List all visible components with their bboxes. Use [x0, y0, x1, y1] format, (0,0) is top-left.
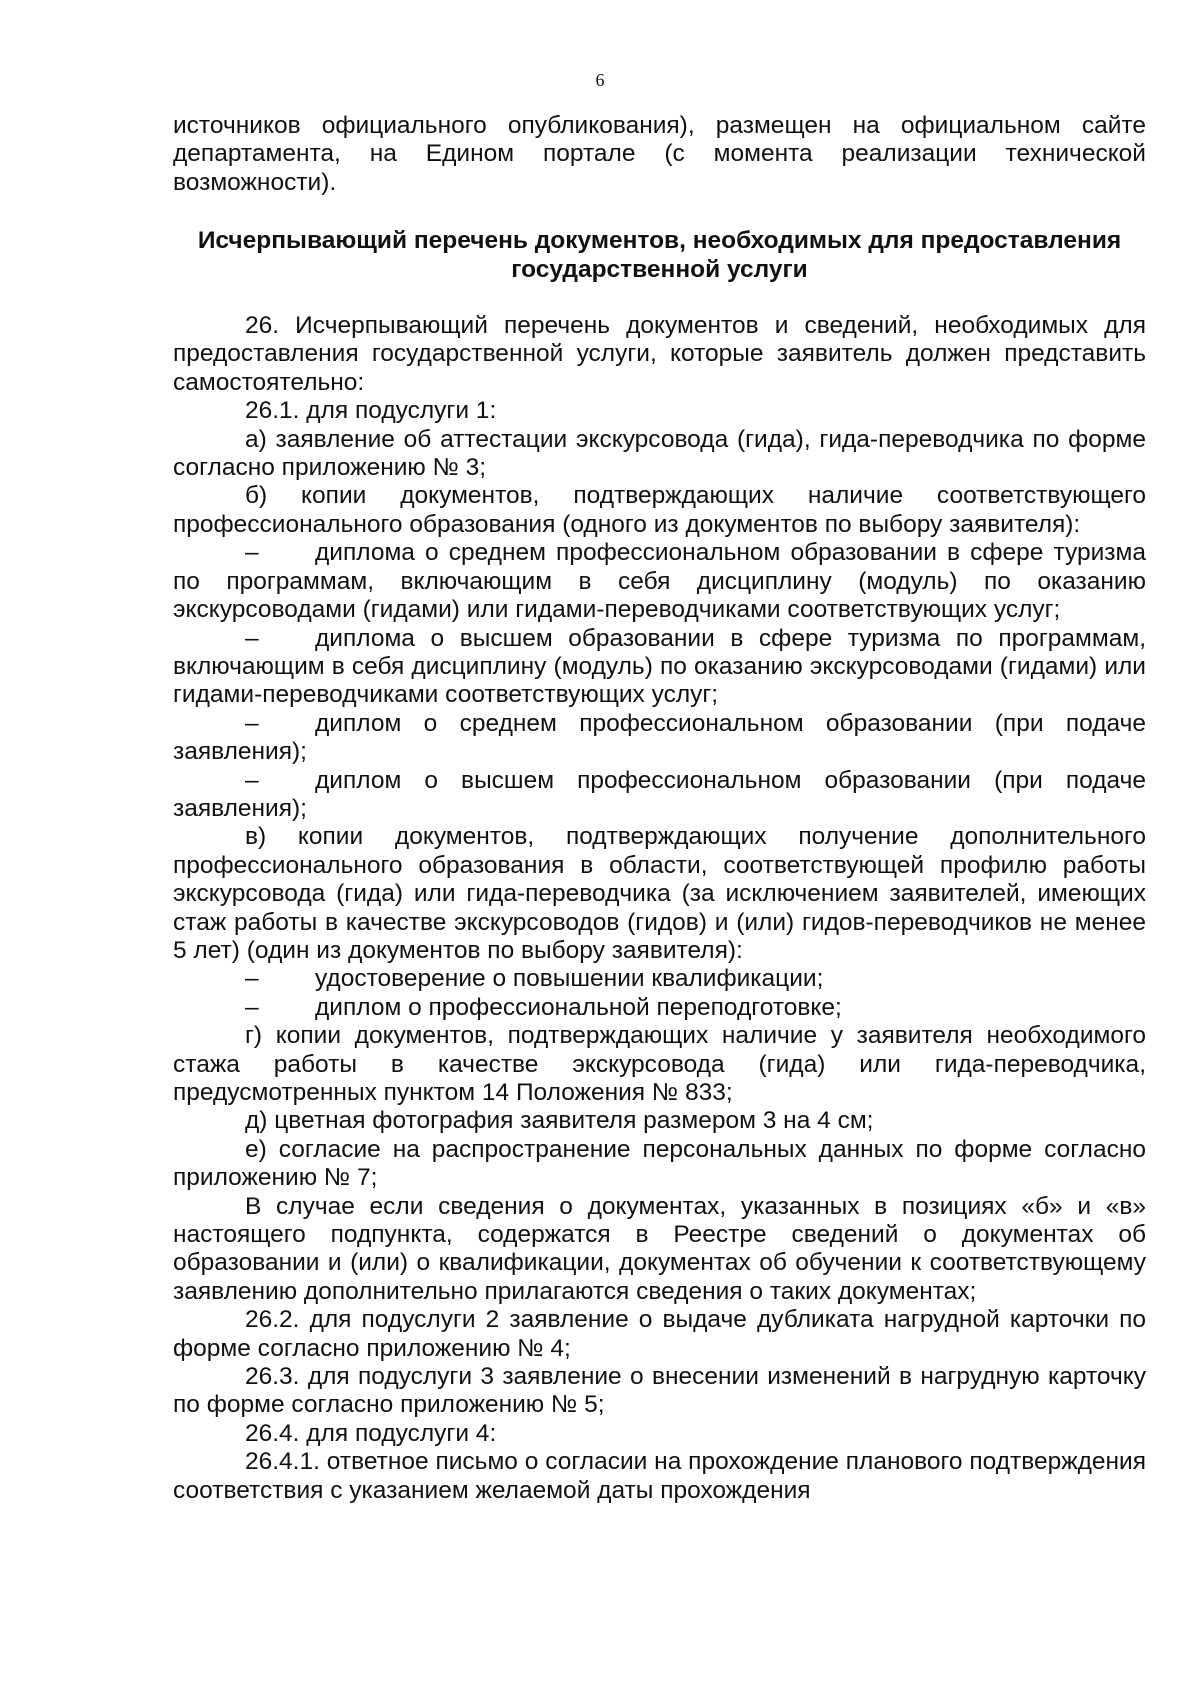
- item-v-dash-1: [173, 965, 1146, 993]
- intro-paragraph: источников официального опубликования), размещен на официальном сайте департамента, на Едином портале (с момента реализации технической возможности).: [173, 112, 1146, 196]
- item-e: е) согласие на распространение персональных данных по форме согласно приложению № 7;: [173, 1135, 1146, 1192]
- paragraph-26-4-1: 26.4.1. ответное письмо о согласии на прохождение планового подтверждения соответствия с указанием желаемой даты прохождения: [173, 1448, 1146, 1504]
- item-v-dash-2: [173, 994, 1146, 1022]
- item-b: б) копии документов, подтверждающих наличие соответствующего профессионального образования (одного из документов по выбору заявителя):: [173, 482, 1146, 538]
- dash-marker: –: [245, 993, 259, 1021]
- document-body: [173, 112, 1146, 1505]
- item-b-dash-2: [173, 625, 1146, 710]
- item-g: г) копии документов, подтверждающих наличие у заявителя необходимого стажа работы в качестве экскурсовода (гида) или гида-переводчика, предусмотренных пунктом 14 Положения № 833;: [173, 1022, 1146, 1106]
- section-heading: Исчерпывающий перечень документов, необходимых для предоставления государственной услуги: [197, 227, 1122, 283]
- dash-marker: –: [245, 709, 259, 737]
- dash-text: удостоверение о повышении квалификации;: [315, 965, 824, 993]
- paragraph-26-4: 26.4. для подуслуги 4:: [245, 1419, 497, 1447]
- dash-marker: –: [245, 766, 259, 794]
- paragraph-26: 26. Исчерпывающий перечень документов и сведений, необходимых для предоставления государственной услуги, которые заявитель должен представить самостоятельно:: [173, 312, 1146, 396]
- page-number: 6: [595, 70, 605, 90]
- dash-marker: –: [245, 539, 259, 567]
- item-a: а) заявление об аттестации экскурсовода (гида), гида-переводчика по форме согласно приложению № 3;: [173, 425, 1146, 482]
- dash-text: диплома о высшем образовании в сфере туризма по программам, включающим в себя дисциплину (модуль) по оказанию экскурсоводами (гидами) или гидами-переводчиками соответствующих услуг;: [173, 624, 1146, 709]
- item-b-dash-1: [173, 539, 1146, 624]
- paragraph-26-3: 26.3. для подуслуги 3 заявление о внесении изменений в нагрудную карточку по форме согласно приложению № 5;: [173, 1363, 1146, 1419]
- item-v: в) копии документов, подтверждающих получение дополнительного профессионального образования в области, соответствующей профилю работы экскурсовода (гида) или гида-переводчика (за исключением заявителей, имеющих стаж работы в качестве экскурсоводов (гидов) и (или) гидов-переводчиков не менее 5 лет) (один из документов по выбору заявителя):: [173, 823, 1146, 964]
- dash-marker: –: [245, 965, 259, 993]
- note-paragraph: В случае если сведения о документах, указанных в позициях «б» и «в» настоящего подпункта, содержатся в Реестре сведений о документах об образовании и (или) о квалификации, документах об обучении к соответствующему заявлению дополнительно прилагаются сведения о таких документах;: [173, 1192, 1146, 1305]
- dash-text: диплом о среднем профессиональном образовании (при подаче заявления);: [173, 709, 1146, 766]
- paragraph-26-2: 26.2. для подуслуги 2 заявление о выдаче дубликата нагрудной карточки по форме согласно приложению № 4;: [173, 1306, 1146, 1362]
- item-b-dash-4: [173, 767, 1146, 824]
- dash-text: диплома о среднем профессиональном образовании в сфере туризма по программам, включающим в себя дисциплину (модуль) по оказанию экскурсоводами (гидами) или гидами-переводчиками соответствующих услуг;: [173, 539, 1146, 624]
- item-b-dash-3: [173, 710, 1146, 767]
- item-d: д) цветная фотография заявителя размером 3 на 4 см;: [245, 1107, 874, 1135]
- dash-text: диплом о профессиональной переподготовке;: [315, 993, 842, 1021]
- dash-text: диплом о высшем профессиональном образовании (при подаче заявления);: [173, 766, 1146, 822]
- dash-marker: –: [245, 624, 259, 652]
- paragraph-26-1: 26.1. для подуслуги 1:: [245, 397, 497, 425]
